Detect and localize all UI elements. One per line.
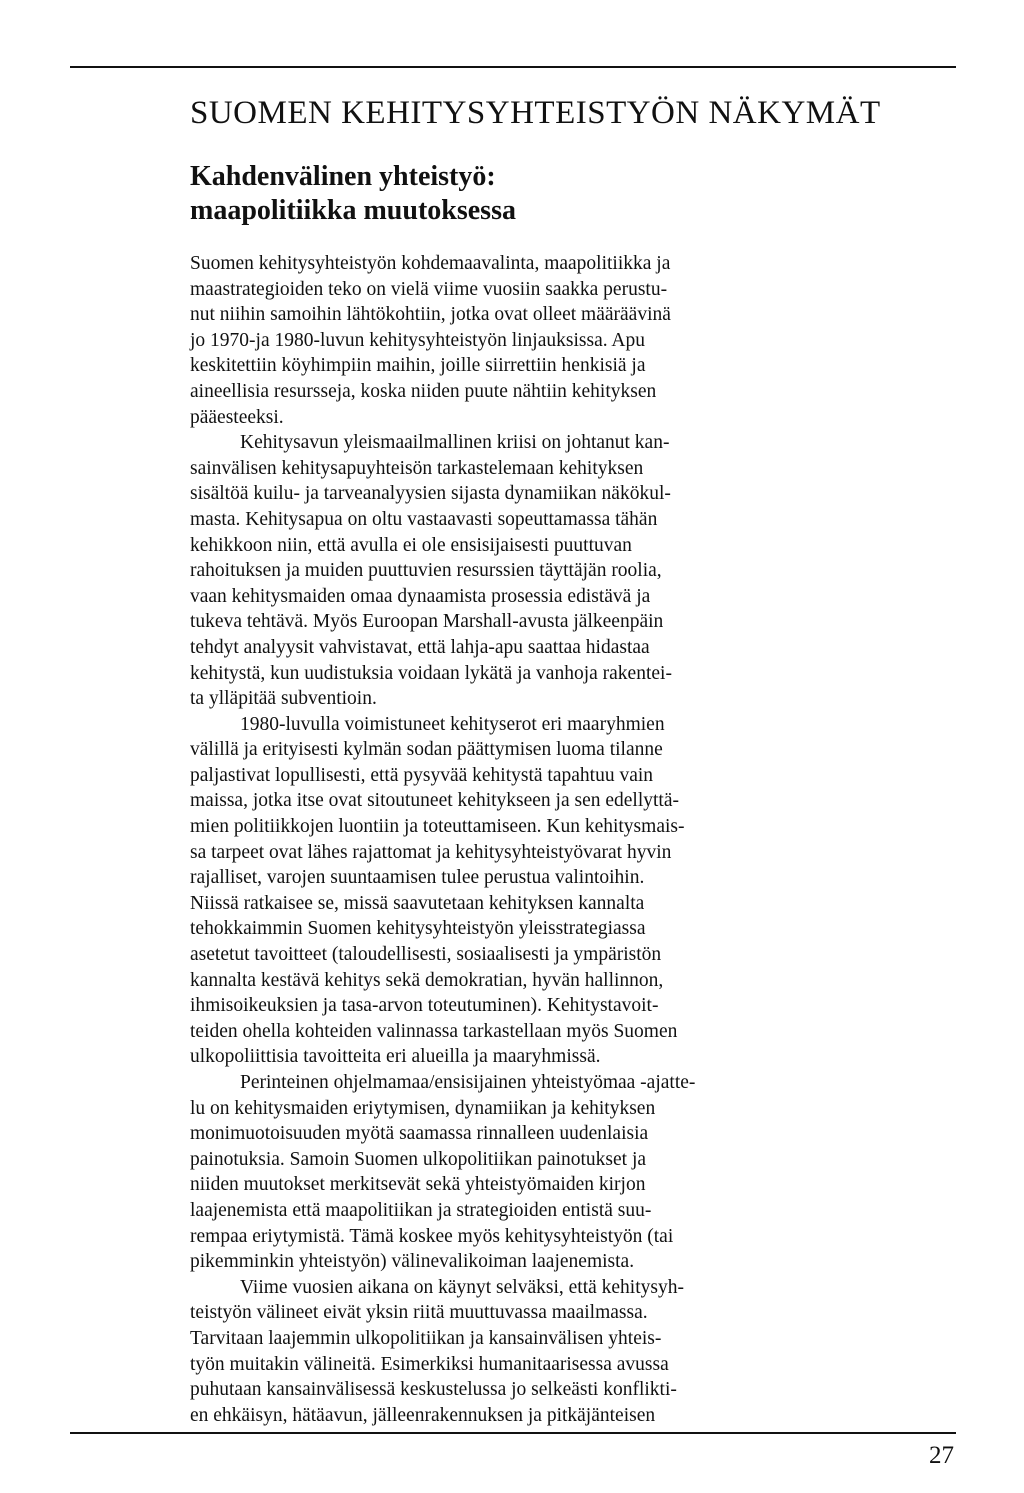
body-line: jo 1970-ja 1980-luvun kehitysyhteistyön linjauksissa. Apu [190, 329, 645, 351]
body-line: välillä ja erityisesti kylmän sodan päättymisen luoma tilanne [190, 739, 663, 761]
body-line: Tarvitaan laajemmin ulkopolitiikan ja kansainvälisen yhteis- [190, 1327, 662, 1349]
body-line: teiden ohella kohteiden valinnassa tarkastellaan myös Suomen [190, 1020, 678, 1042]
article-title-line: Kahdenvälinen yhteistyö: [190, 161, 496, 192]
body-line: Viime vuosien aikana on käynyt selväksi, että kehitysyh- [240, 1276, 684, 1298]
body-line: kehikkoon niin, että avulla ei ole ensisijaisesti puuttuvan [190, 534, 632, 556]
body-line: sa tarpeet ovat lähes rajattomat ja kehitysyhteistyövarat hyvin [190, 841, 672, 863]
article-body [190, 251, 890, 1428]
body-line: puhutaan kansainvälisessä keskustelussa jo selkeästi konflikti- [190, 1379, 677, 1401]
body-line: ihmisoikeuksien ja tasa-arvon toteutuminen). Kehitystavoit- [190, 995, 659, 1017]
body-line: maastrategioiden teko on vielä viime vuosiin saakka perustu- [190, 278, 668, 300]
body-line: Kehitysavun yleismaailmallinen kriisi on johtanut kan- [240, 432, 670, 454]
body-line: Perinteinen ohjelmamaa/ensisijainen yhteistyömaa -ajatte- [240, 1072, 696, 1093]
body-line: painotuksia. Samoin Suomen ulkopolitiikan painotukset ja [190, 1148, 647, 1170]
body-line: rahoituksen ja muiden puuttuvien resurssien täyttäjän roolia, [190, 560, 662, 582]
body-line: kannalta kestävä kehitys sekä demokratian, hyvän hallinnon, [190, 969, 664, 991]
body-line: Niissä ratkaisee se, missä saavutetaan kehityksen kannalta [190, 892, 645, 914]
body-line: teistyön välineet eivät yksin riitä muuttuvassa maailmassa. [190, 1302, 648, 1324]
body-line: työn muitakin välineitä. Esimerkiksi humanitaarisessa avussa [190, 1353, 669, 1375]
article-title [190, 160, 870, 228]
section-header: SUOMEN KEHITYSYHTEISTYÖN NÄKYMÄT [190, 95, 881, 131]
body-line: keskitettiin köyhimpiin maihin, joille siirrettiin henkisiä ja [190, 355, 646, 377]
body-line: ulkopoliittisia tavoitteita eri alueilla ja maaryhmissä. [190, 1046, 601, 1068]
body-line: nut niihin samoihin lähtökohtiin, jotka ovat olleet määräävinä [190, 304, 671, 326]
body-line: tehdyt analyysit vahvistavat, että lahja-apu saattaa hidastaa [190, 636, 650, 658]
body-line: Suomen kehitysyhteistyön kohdemaavalinta, maapolitiikka ja [190, 253, 671, 274]
body-line: aineellisia resursseja, koska niiden puute nähtiin kehityksen [190, 380, 657, 402]
body-line: en ehkäisyn, hätäavun, jälleenrakennuksen ja pitkäjänteisen [190, 1404, 656, 1426]
article-title-line: maapolitiikka muutoksessa [190, 195, 516, 226]
page-number: 27 [929, 1442, 954, 1469]
body-line: laajenemista että maapolitiikan ja strategioiden entistä suu- [190, 1199, 652, 1221]
body-line: tukeva tehtävä. Myös Euroopan Marshall-avusta jälkeenpäin [190, 611, 664, 633]
bottom-rule [70, 1432, 956, 1434]
body-line: 1980-luvulla voimistuneet kehityserot eri maaryhmien [240, 713, 665, 735]
body-line: lu on kehitysmaiden eriytymisen, dynamiikan ja kehityksen [190, 1097, 656, 1119]
body-line: masta. Kehitysapua on oltu vastaavasti sopeuttamassa tähän [190, 508, 658, 530]
body-line: ta ylläpitää subventioin. [190, 688, 377, 710]
body-line: mien politiikkojen luontiin ja toteuttamiseen. Kun kehitysmais- [190, 816, 685, 838]
body-line: vaan kehitysmaiden omaa dynaamista prosessia edistävä ja [190, 585, 651, 607]
body-line: pikemminkin yhteistyön) välinevalikoiman laajenemista. [190, 1251, 635, 1273]
body-line: sisältöä kuilu- ja tarveanalyysien sijasta dynamiikan näkökul- [190, 483, 671, 505]
body-line: paljastivat lopullisesti, että pysyvää kehitystä tapahtuu vain [190, 764, 654, 786]
body-line: niiden muutokset merkitsevät sekä yhteistyömaiden kirjon [190, 1174, 646, 1196]
body-line: asetetut tavoitteet (taloudellisesti, sosiaalisesti ja ympäristön [190, 944, 662, 966]
body-line: rajalliset, varojen suuntaamisen tulee perustua valintoihin. [190, 867, 645, 889]
body-line: monimuotoisuuden myötä saamassa rinnalleen uudenlaisia [190, 1123, 649, 1145]
body-line: pääesteeksi. [190, 406, 284, 428]
body-line: maissa, jotka itse ovat sitoutuneet kehitykseen ja sen edellyttä- [190, 790, 679, 812]
body-line: sainvälisen kehitysapuyhteisön tarkastelemaan kehityksen [190, 457, 644, 479]
body-line: tehokkaimmin Suomen kehitysyhteistyön yleisstrategiassa [190, 918, 646, 940]
top-rule [70, 66, 956, 68]
body-line: rempaa eriytymistä. Tämä koskee myös kehitysyhteistyön (tai [190, 1225, 674, 1247]
body-line: kehitystä, kun uudistuksia voidaan lykätä ja vanhoja rakentei- [190, 662, 672, 684]
